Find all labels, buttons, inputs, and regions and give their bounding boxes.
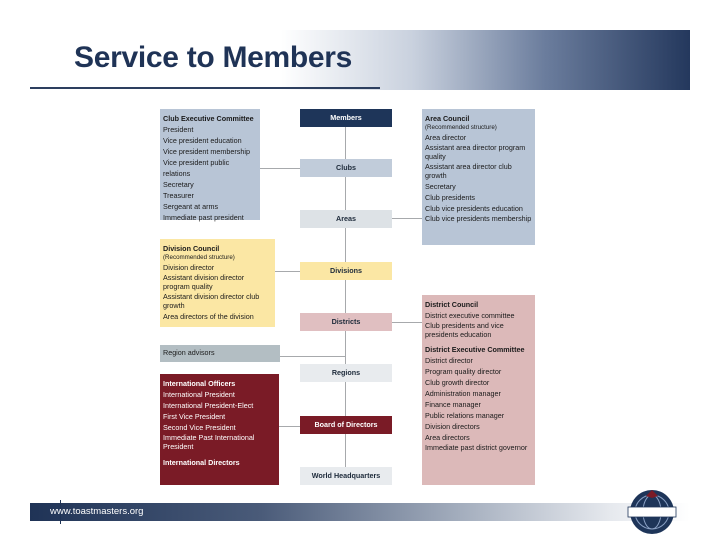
list-item: Area directors — [425, 433, 470, 442]
title-underline — [30, 87, 380, 89]
list-item: Division directors — [425, 422, 480, 431]
area-council-note: (Recommended structure) — [425, 124, 497, 131]
list-item: Public relations manager — [425, 411, 505, 420]
list-item: International President-Elect — [163, 401, 254, 410]
district-council-box — [422, 295, 535, 485]
list-item: Secretary — [425, 182, 456, 191]
division-council-note: (Recommended structure) — [163, 254, 235, 261]
division-council-heading: Division Council — [163, 244, 220, 253]
toastmasters-logo — [626, 488, 678, 538]
list-item: Area director — [425, 133, 467, 142]
list-item: Club growth director — [425, 378, 490, 387]
list-item: District director — [425, 356, 473, 365]
international-officers-heading: International Officers — [163, 379, 236, 388]
international-directors-heading: International Directors — [163, 458, 240, 467]
list-item: Assistant area director club growth — [425, 162, 512, 180]
division-council-box — [160, 239, 275, 327]
node-clubs: Clubs — [300, 159, 392, 177]
list-item: District executive committee — [425, 311, 515, 320]
list-item: Club vice presidents education — [425, 204, 523, 213]
district-council-heading: District Council — [425, 300, 479, 309]
list-item: Administration manager — [425, 389, 501, 398]
list-item: Division director — [163, 263, 215, 272]
list-item: Program quality director — [425, 367, 502, 376]
international-officers-box — [160, 374, 279, 485]
node-districts: Districts — [300, 313, 392, 331]
connector-region-advisors — [280, 356, 345, 357]
list-item: Immediate past district governor — [425, 443, 528, 452]
list-item: Vice president education — [163, 136, 242, 145]
list-item: Vice president membership — [163, 147, 250, 156]
list-item: Club presidents and vice presidents education — [425, 321, 504, 339]
node-board-of-directors: Board of Directors — [300, 416, 392, 434]
list-item: Assistant division director program quality — [163, 273, 245, 291]
area-council-heading: Area Council — [425, 114, 470, 123]
list-item: Club presidents — [425, 193, 475, 202]
region-advisors-box — [160, 345, 280, 362]
region-advisors-label: Region advisors — [163, 348, 215, 357]
list-item: President — [163, 125, 194, 134]
footer-url: www.toastmasters.org — [50, 506, 144, 517]
list-item: Vice president public relations — [163, 158, 230, 178]
node-members: Members — [300, 109, 392, 127]
district-executive-committee-heading: District Executive Committee — [425, 345, 525, 354]
list-item: Assistant division director club growth — [163, 292, 260, 310]
club-executive-committee-heading: Club Executive Committee — [163, 114, 254, 123]
list-item: Finance manager — [425, 400, 481, 409]
list-item: Club vice presidents membership — [425, 214, 532, 223]
node-world-headquarters: World Headquarters — [300, 467, 392, 485]
node-areas: Areas — [300, 210, 392, 228]
org-chart — [160, 106, 540, 488]
list-item: Immediate past president — [163, 213, 244, 222]
list-item: International President — [163, 390, 235, 399]
list-item: Secretary — [163, 180, 194, 189]
node-regions: Regions — [300, 364, 392, 382]
node-divisions: Divisions — [300, 262, 392, 280]
list-item: Immediate Past International President — [163, 433, 255, 451]
list-item: Area directors of the division — [163, 312, 254, 321]
list-item: First Vice President — [163, 412, 226, 421]
slide-title: Service to Members — [74, 41, 353, 74]
list-item: Sergeant at arms — [163, 202, 219, 211]
list-item: Assistant area director program quality — [425, 143, 526, 161]
list-item: Treasurer — [163, 191, 194, 200]
club-executive-committee-box — [160, 109, 260, 220]
area-council-box — [422, 109, 535, 245]
list-item: Second Vice President — [163, 423, 236, 432]
